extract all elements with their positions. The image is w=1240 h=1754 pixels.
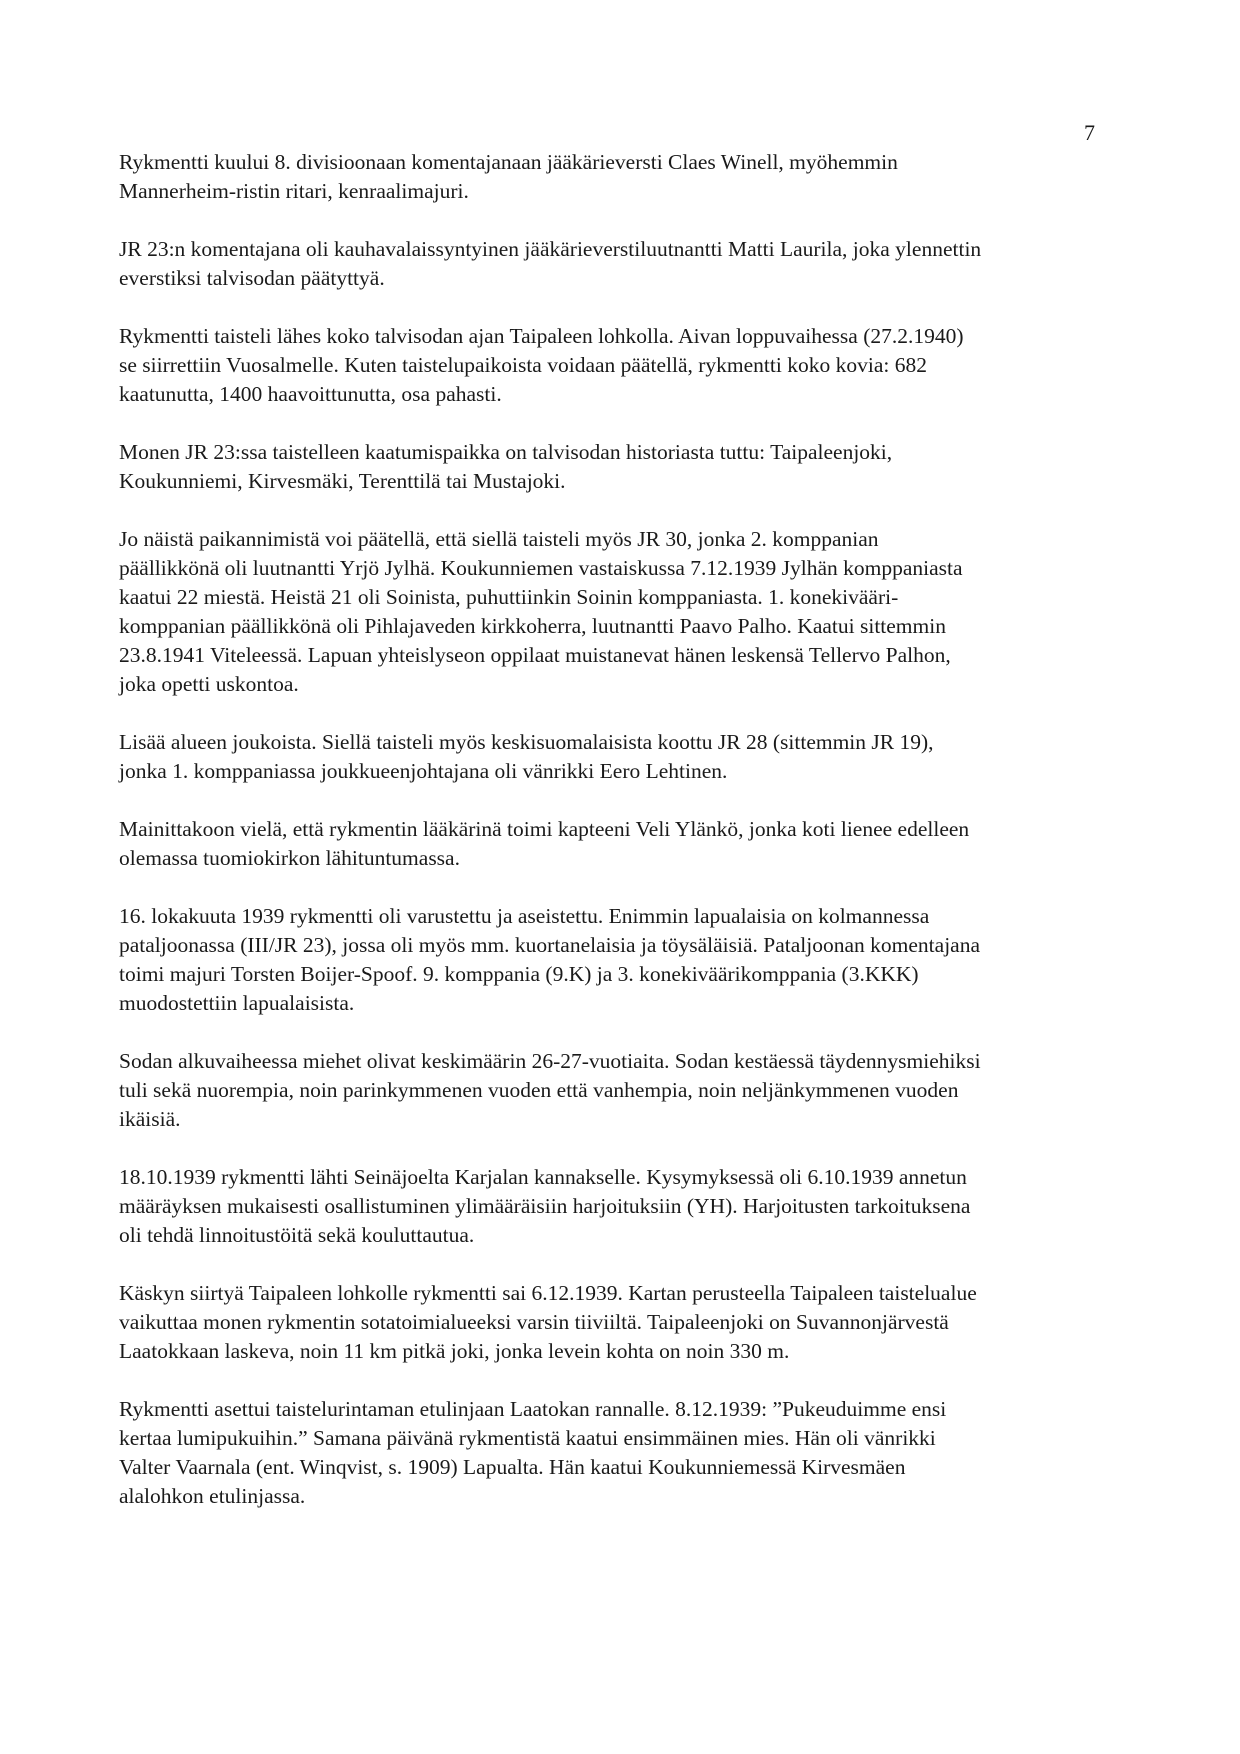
paragraph xyxy=(119,1395,1129,1511)
text-line: Rykmentti kuului 8. divisioonaan komentajanaan jääkärieversti Claes Winell, myöhemmin xyxy=(119,150,898,174)
text-line: päällikkönä oli luutnantti Yrjö Jylhä. Koukunniemen vastaiskussa 7.12.1939 Jylhän komppaniasta xyxy=(119,556,963,580)
paragraph xyxy=(119,1163,1129,1250)
paragraph xyxy=(119,148,1129,206)
text-line: Mannerheim-ristin ritari, kenraalimajuri. xyxy=(119,179,469,203)
text-line: se siirrettiin Vuosalmelle. Kuten taistelupaikoista voidaan päätellä, rykmentti koko kovia: 682 xyxy=(119,353,927,377)
text-line: Käskyn siirtyä Taipaleen lohkolle rykmentti sai 6.12.1939. Kartan perusteella Taipaleen taistelualue xyxy=(119,1281,977,1305)
text-line: komppanian päällikkönä oli Pihlajaveden kirkkoherra, luutnantti Paavo Palho. Kaatui sittemmin xyxy=(119,614,946,638)
page-number: 7 xyxy=(1084,120,1095,145)
text-line: Rykmentti taisteli lähes koko talvisodan ajan Taipaleen lohkolla. Aivan loppuvaihessa (27.2.1940) xyxy=(119,324,964,348)
text-line: vaikuttaa monen rykmentin sotatoimialueeksi varsin tiiviiltä. Taipaleenjoki on Suvannonjärvestä xyxy=(119,1310,949,1334)
text-line: olemassa tuomiokirkon lähituntumassa. xyxy=(119,846,460,870)
text-line: everstiksi talvisodan päätyttyä. xyxy=(119,266,385,290)
text-line: Laatokkaan laskeva, noin 11 km pitkä joki, jonka levein kohta on noin 330 m. xyxy=(119,1339,790,1363)
text-line: kaatunutta, 1400 haavoittunutta, osa pahasti. xyxy=(119,382,502,406)
paragraph xyxy=(119,322,1129,409)
text-line: Monen JR 23:ssa taistelleen kaatumispaikka on talvisodan historiasta tuttu: Taipaleenjoki, xyxy=(119,440,893,464)
paragraph xyxy=(119,235,1129,293)
paragraph xyxy=(119,525,1129,699)
text-line: Mainittakoon vielä, että rykmentin lääkärinä toimi kapteeni Veli Ylänkö, jonka koti lienee edelleen xyxy=(119,817,970,841)
paragraph xyxy=(119,1279,1129,1366)
text-line: Sodan alkuvaiheessa miehet olivat keskimäärin 26-27-vuotiaita. Sodan kestäessä täydennysmiehiksi xyxy=(119,1049,981,1073)
text-line: muodostettiin lapualaisista. xyxy=(119,991,355,1015)
paragraph xyxy=(119,902,1129,1018)
paragraph xyxy=(119,438,1129,496)
text-line: joka opetti uskontoa. xyxy=(119,672,299,696)
text-line: 23.8.1941 Viteleessä. Lapuan yhteislyseon oppilaat muistanevat hänen leskensä Tellervo Palhon, xyxy=(119,643,951,667)
text-line: toimi majuri Torsten Boijer-Spoof. 9. komppania (9.K) ja 3. konekiväärikomppania (3.KKK) xyxy=(119,962,919,986)
text-line: määräyksen mukaisesti osallistuminen ylimääräisiin harjoituksiin (YH). Harjoitusten tarkoituksena xyxy=(119,1194,971,1218)
text-line: JR 23:n komentajana oli kauhavalaissyntyinen jääkärieverstiluutnantti Matti Laurila, joka ylennettin xyxy=(119,237,982,261)
paragraph xyxy=(119,1047,1129,1134)
text-line: pataljoonassa (III/JR 23), jossa oli myös mm. kuortanelaisia ja töysäläisiä. Pataljoonan komentajana xyxy=(119,933,980,957)
paragraph xyxy=(119,815,1129,873)
text-line: alalohkon etulinjassa. xyxy=(119,1484,306,1508)
text-line: kertaa lumipukuihin.” Samana päivänä rykmentistä kaatui ensimmäinen mies. Hän oli vänrikki xyxy=(119,1426,936,1450)
text-line: Rykmentti asettui taistelurintaman etulinjaan Laatokan rannalle. 8.12.1939: ”Pukeuduimme ensi xyxy=(119,1397,947,1421)
text-line: Koukunniemi, Kirvesmäki, Terenttilä tai Mustajoki. xyxy=(119,469,566,493)
paragraph xyxy=(119,728,1129,786)
text-line: 18.10.1939 rykmentti lähti Seinäjoelta Karjalan kannakselle. Kysymyksessä oli 6.10.1939 annetun xyxy=(119,1165,967,1189)
document-body xyxy=(119,148,1129,1540)
text-line: 16. lokakuuta 1939 rykmentti oli varustettu ja aseistettu. Enimmin lapualaisia on kolmannessa xyxy=(119,904,930,928)
text-line: ikäisiä. xyxy=(119,1107,181,1131)
text-line: jonka 1. komppaniassa joukkueenjohtajana oli vänrikki Eero Lehtinen. xyxy=(119,759,728,783)
text-line: tuli sekä nuorempia, noin parinkymmenen vuoden että vanhempia, noin neljänkymmenen vuoden xyxy=(119,1078,959,1102)
text-line: kaatui 22 miestä. Heistä 21 oli Soinista, puhuttiinkin Soinin komppaniasta. 1. konekivääri- xyxy=(119,585,899,609)
text-line: Valter Vaarnala (ent. Winqvist, s. 1909) Lapualta. Hän kaatui Koukunniemessä Kirvesmäen xyxy=(119,1455,906,1479)
text-line: Lisää alueen joukoista. Siellä taisteli myös keskisuomalaisista koottu JR 28 (sittemmin JR 19), xyxy=(119,730,934,754)
text-line: Jo näistä paikannimistä voi päätellä, että siellä taisteli myös JR 30, jonka 2. komppanian xyxy=(119,527,879,551)
text-line: oli tehdä linnoitustöitä sekä kouluttautua. xyxy=(119,1223,475,1247)
